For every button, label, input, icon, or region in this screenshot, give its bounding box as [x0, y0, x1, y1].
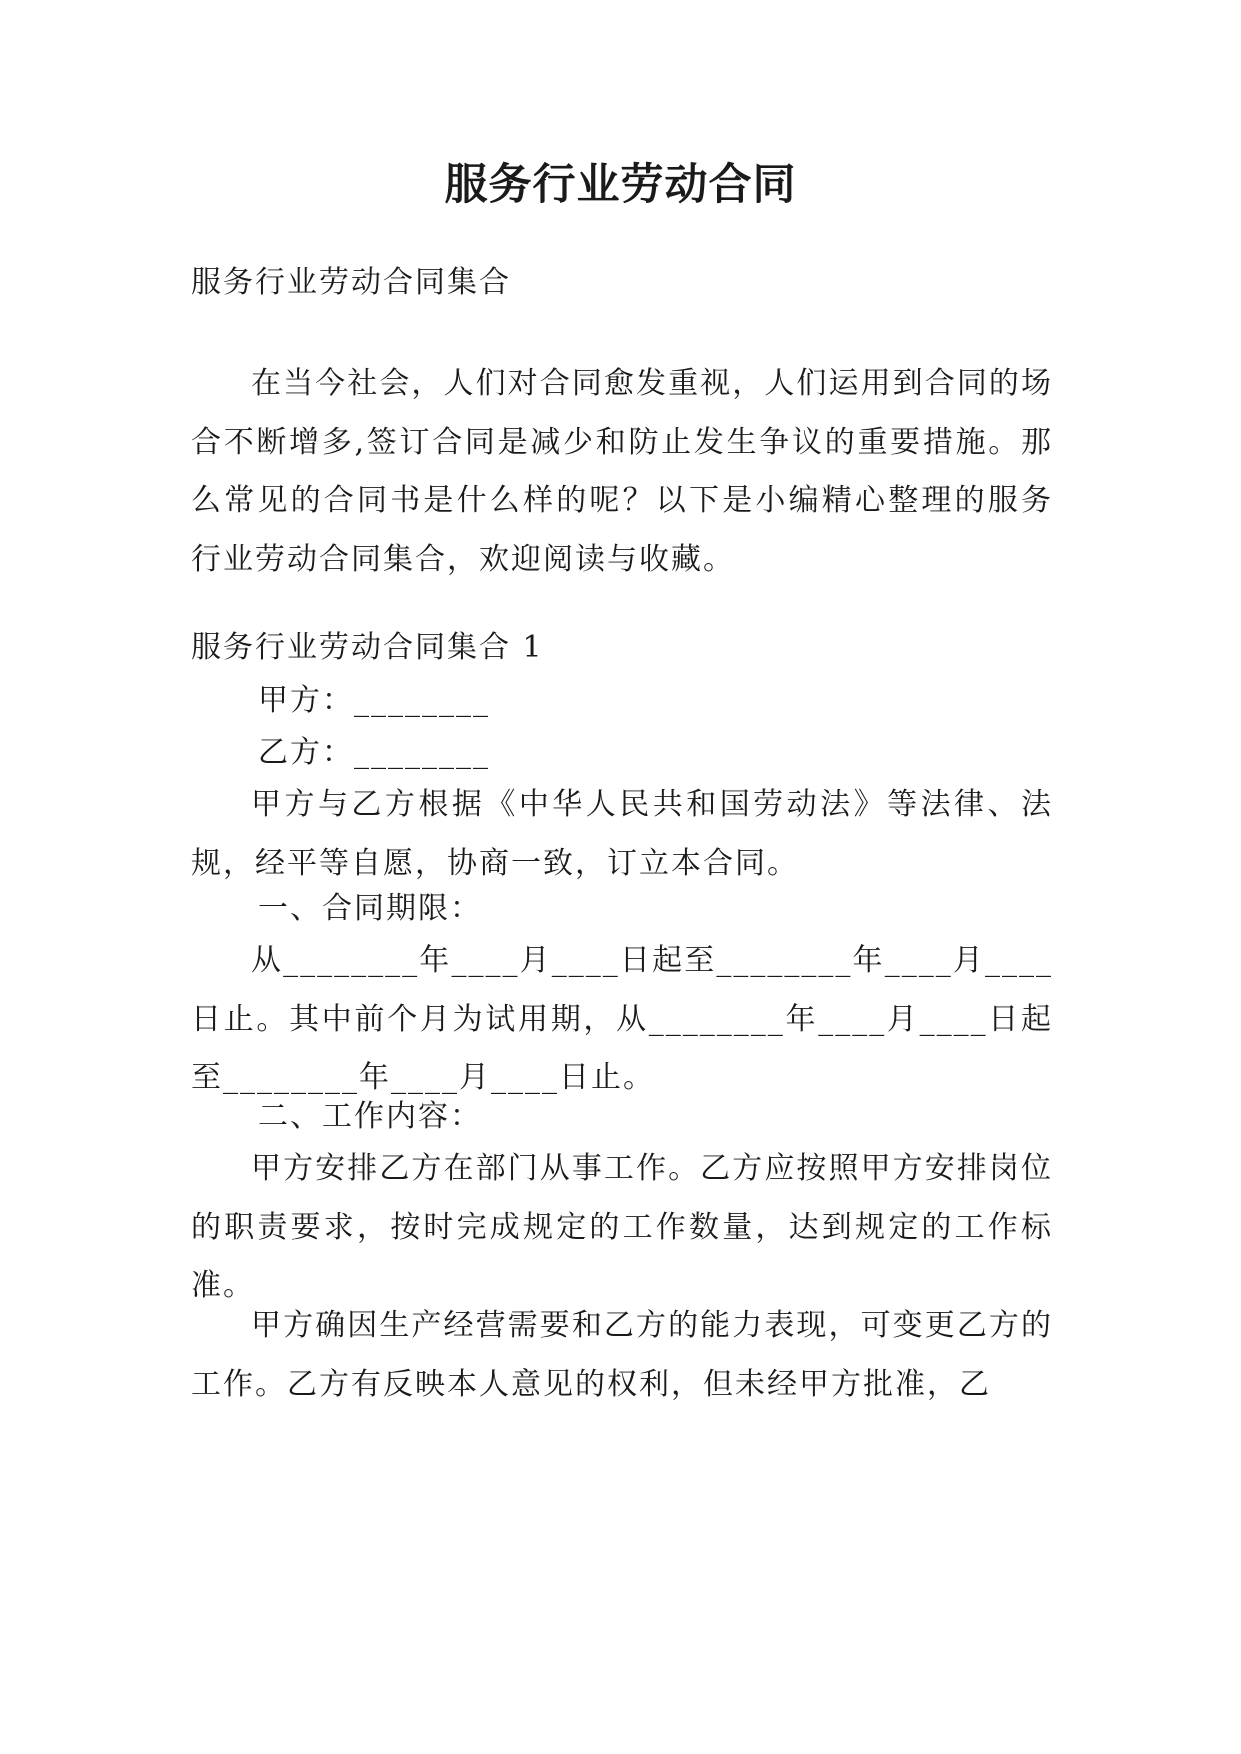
- clause1-heading: 一、合同期限：: [258, 891, 482, 926]
- document-subtitle: 服务行业劳动合同集合: [191, 265, 511, 300]
- clause1-paragraph: 从________年____月____日起至________年____月____日止。其中前个月为试用期，从________年____月____日起至________年____月____日止。: [191, 943, 1053, 1095]
- party-a-line: 甲方：________: [258, 683, 490, 718]
- basis-paragraph: 甲方与乙方根据《中华人民共和国劳动法》等法律、法规，经平等自愿，协商一致，订立本合同。: [191, 787, 1053, 881]
- section-heading: 服务行业劳动合同集合 1: [191, 630, 544, 665]
- clause2-paragraph-1: 甲方安排乙方在部门从事工作。乙方应按照甲方安排岗位的职责要求，按时完成规定的工作数量，达到规定的工作标准。: [191, 1151, 1053, 1303]
- clause2-paragraph-2: 甲方确因生产经营需要和乙方的能力表现，可变更乙方的工作。乙方有反映本人意见的权利，但未经甲方批准，乙: [191, 1308, 1053, 1402]
- party-b-line: 乙方：________: [258, 735, 490, 770]
- clause2-heading: 二、工作内容：: [258, 1099, 482, 1134]
- document-title: 服务行业劳动合同: [444, 160, 797, 210]
- intro-paragraph: 在当今社会，人们对合同愈发重视，人们运用到合同的场合不断增多,签订合同是减少和防止发生争议的重要措施。那么常见的合同书是什么样的呢？以下是小编精心整理的服务行业劳动合同集合，欢迎阅读与收藏。: [191, 366, 1053, 577]
